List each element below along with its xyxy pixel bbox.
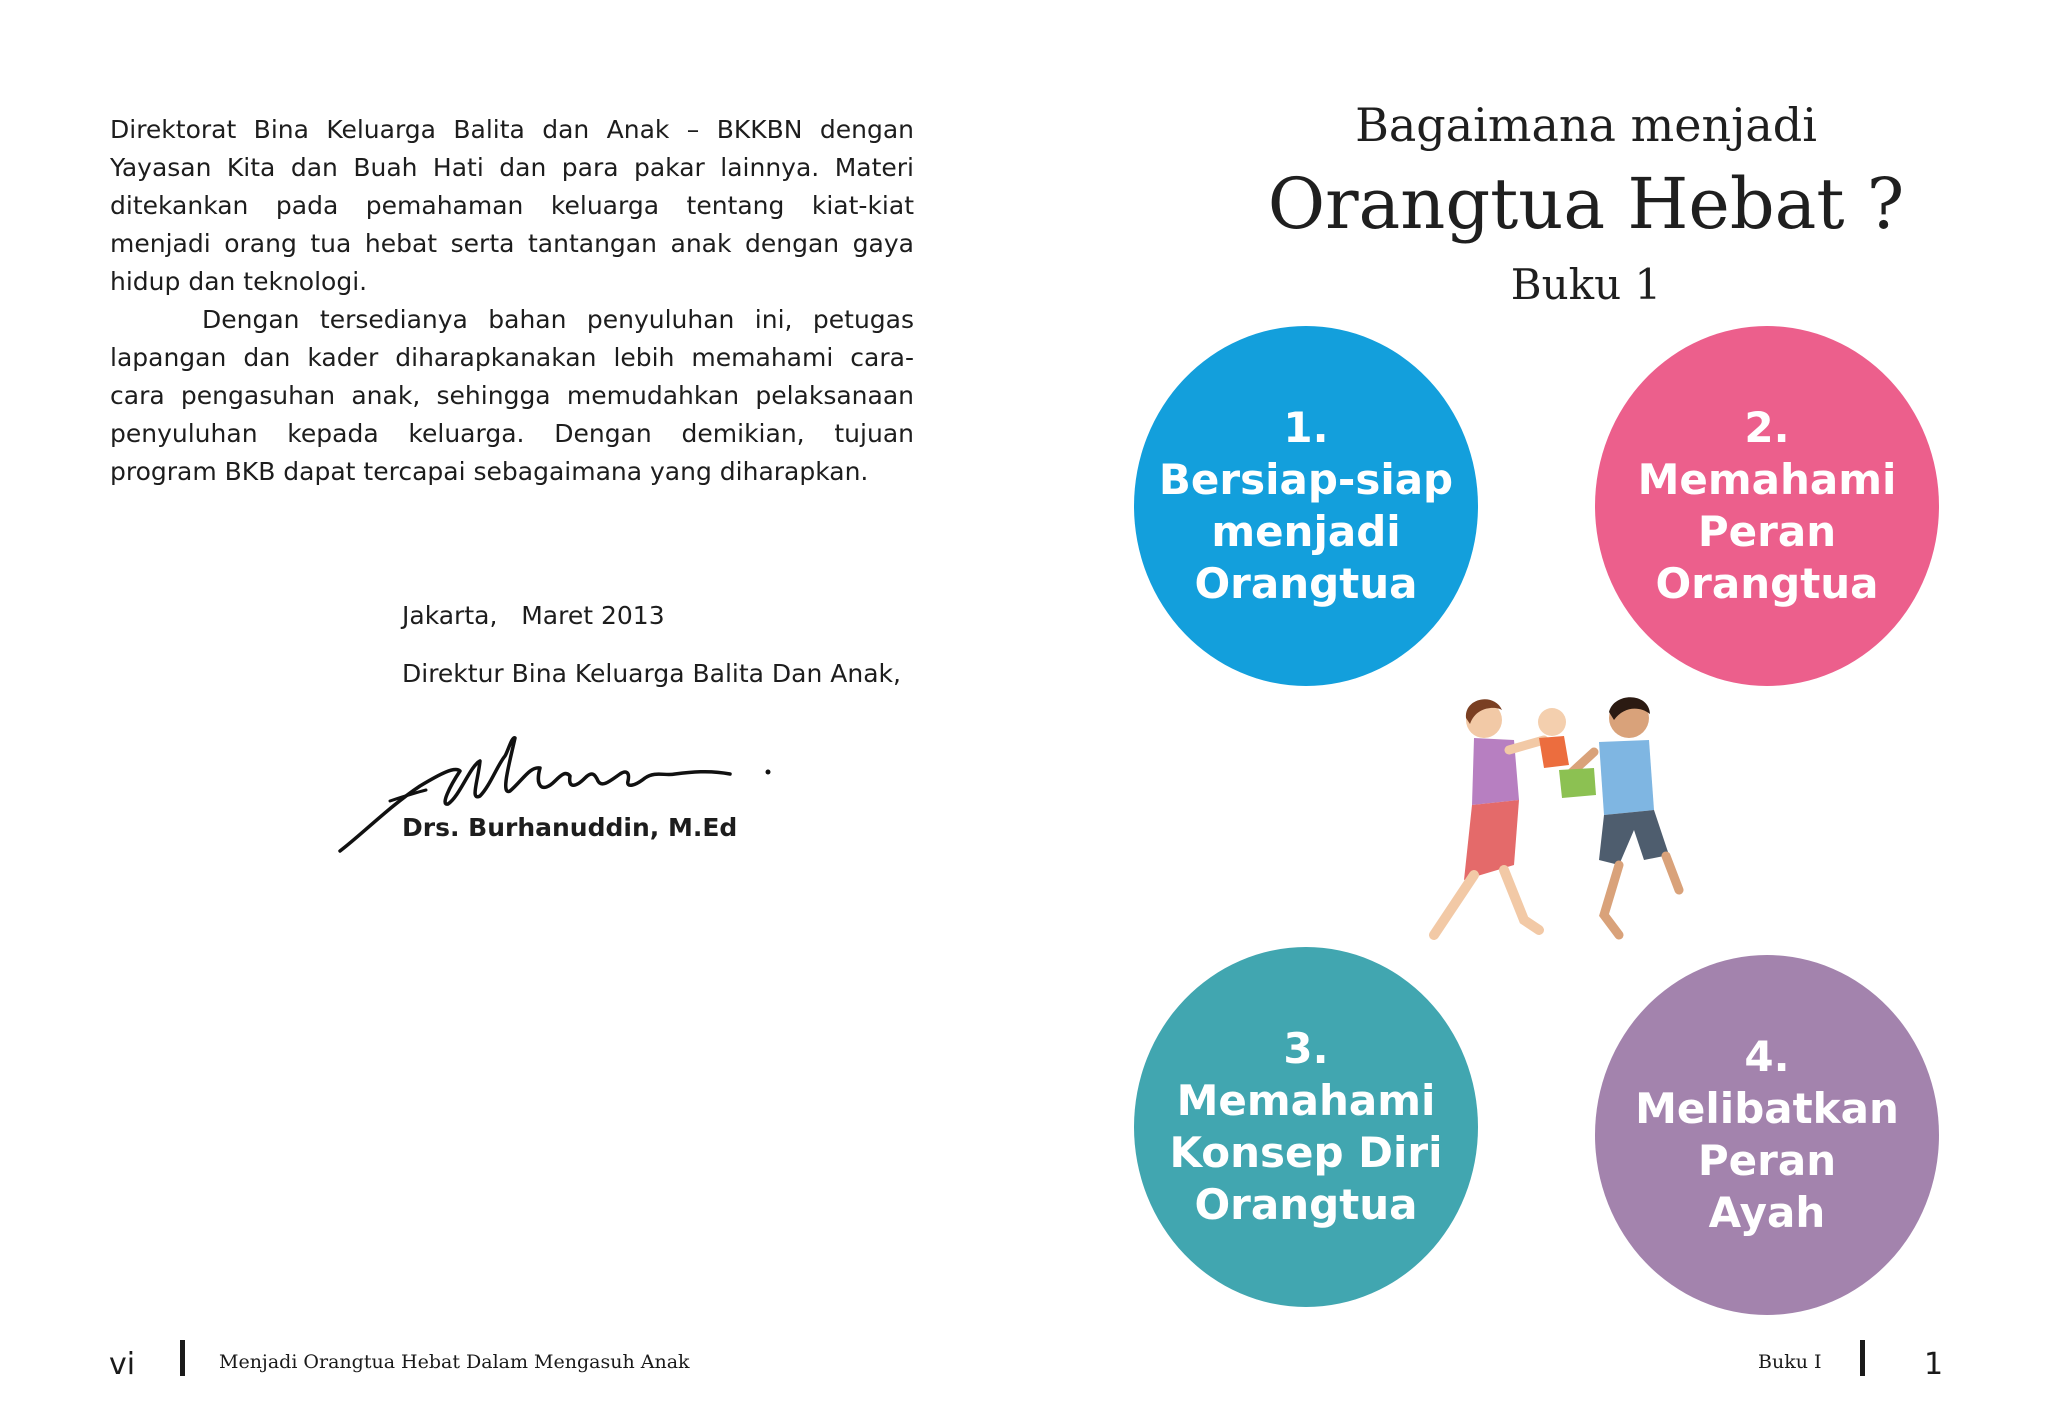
topic-line: Memahami <box>1637 455 1897 504</box>
footer-book-label: Buku I <box>1758 1351 1822 1373</box>
topic-circle-4 <box>1595 955 1939 1315</box>
topic-line: Melibatkan <box>1635 1084 1899 1133</box>
place-date: Jakarta, Maret 2013 <box>402 601 665 630</box>
topic-line: Ayah <box>1708 1188 1826 1237</box>
heading-sub: Buku 1 <box>1510 260 1662 309</box>
topic-line: Peran <box>1697 1136 1837 1185</box>
signature-image <box>330 726 780 866</box>
topic-line: Orangtua <box>1194 559 1418 608</box>
topic-line: Orangtua <box>1655 559 1879 608</box>
topic-number: 1. <box>1283 403 1329 452</box>
topic-number: 2. <box>1744 403 1790 452</box>
footer-divider <box>1860 1340 1865 1376</box>
heading-top: Bagaimana menjadi <box>1355 98 1817 152</box>
footer-divider <box>180 1340 185 1376</box>
family-illustration <box>1404 680 1714 980</box>
topic-line: menjadi <box>1211 507 1401 556</box>
topic-circle-1 <box>1134 326 1478 686</box>
topic-number: 4. <box>1744 1032 1790 1081</box>
preface-paragraph-2: Dengan tersedianya bahan penyuluhan ini, petugas lapangan dan kader diharapkanakan lebih memahami cara-cara pengasuhan anak, sehingga memudahkan pelaksanaan penyuluhan kepada keluarga. Dengan demikian, tujuan program BKB dapat tercapai sebagaimana yang diharapkan. <box>110 305 914 486</box>
topic-line: Bersiap-siap <box>1158 455 1454 504</box>
topic-line: Orangtua <box>1194 1180 1418 1229</box>
topic-circle-3 <box>1134 947 1478 1307</box>
topic-line: Konsep Diri <box>1169 1128 1443 1177</box>
topic-line: Peran <box>1697 507 1837 556</box>
topic-number: 3. <box>1283 1024 1329 1073</box>
page-number-right: 1 <box>1924 1347 1944 1382</box>
topic-line: Memahami <box>1176 1076 1436 1125</box>
footer-book-title: Menjadi Orangtua Hebat Dalam Mengasuh Anak <box>219 1351 690 1373</box>
signer-name: Drs. Burhanuddin, M.Ed <box>402 813 738 842</box>
heading-main: Orangtua Hebat ? <box>1267 163 1905 245</box>
topic-circle-2 <box>1595 326 1939 686</box>
right-page <box>1024 0 2048 1426</box>
preface-paragraph-1: Direktorat Bina Keluarga Balita dan Anak – BKKBN dengan Yayasan Kita dan Buah Hati dan para pakar lainnya. Materi ditekankan pada pemahaman keluarga tentang kiat-kiat menjadi orang tua hebat serta tantangan anak dengan gaya hidup dan teknologi. <box>110 115 914 296</box>
signer-title: Direktur Bina Keluarga Balita Dan Anak, <box>402 659 901 688</box>
page-number-left: vi <box>109 1347 136 1382</box>
